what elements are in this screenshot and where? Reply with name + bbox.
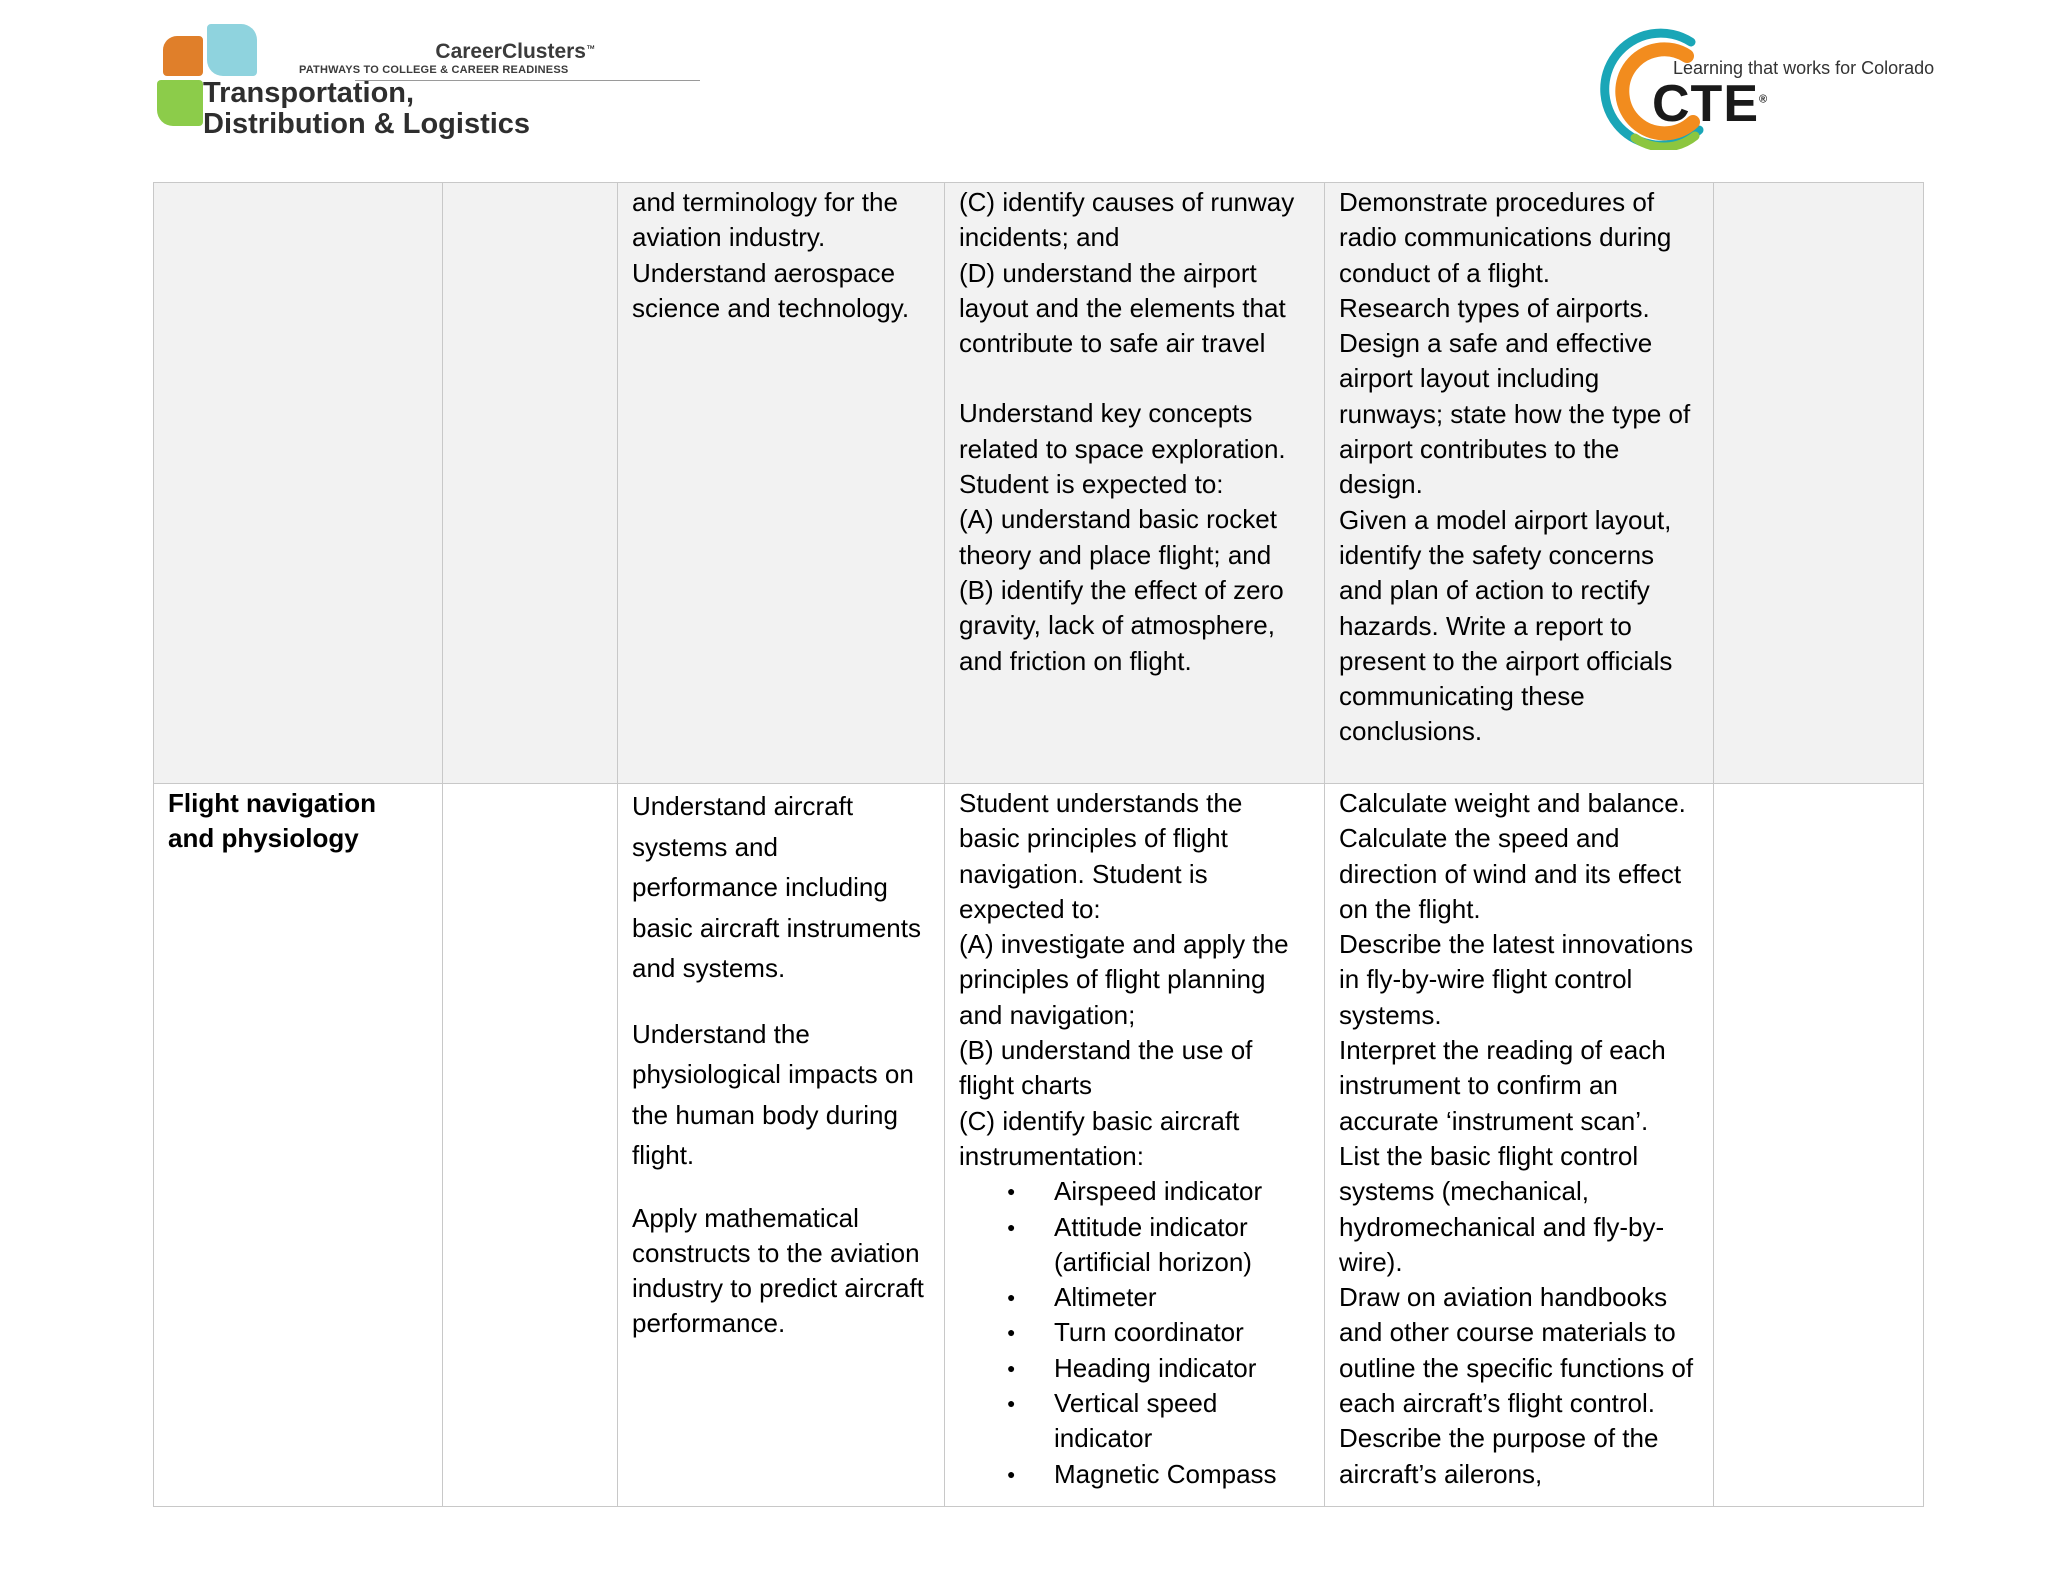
empty-cell [443, 784, 618, 1507]
teal-leaf-shape [207, 24, 257, 76]
standards-cell [945, 784, 1325, 1507]
empty-cell [1714, 784, 1924, 1507]
cluster-name-line1: Transportation, [203, 77, 415, 109]
objective-text: Apply mathematical constructs to the aviation industry to predict aircraft performance. [632, 1202, 924, 1339]
activities-cell [1325, 183, 1714, 784]
list-item: ● Altimeter [1054, 1280, 1310, 1315]
paragraph-gap [959, 361, 1310, 396]
objective-text: Understand the physiological impacts on the human body during flight. [632, 1018, 914, 1170]
activity-text: Calculate the speed and direction of wind and its effect on the flight. [1339, 823, 1682, 924]
cluster-name [203, 78, 530, 140]
career-clusters-logo [155, 22, 595, 147]
activity-text: Demonstrate procedures of radio communications during conduct of a flight. [1339, 187, 1672, 288]
table-row [154, 784, 1924, 1507]
activity-text: Describe the latest innovations in fly-by-wire flight control systems. [1339, 929, 1694, 1030]
cte-tagline: Learning that works for Colorado [1673, 58, 1935, 78]
standard-text: (C) identify basic aircraft instrumentation: [959, 1105, 1240, 1171]
topic-cell [154, 784, 443, 1507]
orange-leaf-shape [163, 36, 203, 76]
activity-text: Calculate weight and balance. [1339, 788, 1686, 818]
list-item: ● Vertical speed indicator [1054, 1386, 1310, 1457]
career-clusters-brand: CareerClusters™ [435, 40, 595, 63]
green-leaf-shape [157, 80, 203, 126]
standard-text: Understand key concepts related to space exploration. Student is expected to: [959, 398, 1286, 500]
list-item: ● Magnetic Compass [1054, 1457, 1310, 1492]
standard-text: (B) understand the use of flight charts [959, 1035, 1253, 1101]
paragraph-gap [632, 1176, 930, 1201]
standard-text: (B) identify the effect of zero gravity, lack of atmosphere, and friction on flight. [959, 574, 1284, 676]
topic-title: Flight navigation and physiology [168, 788, 376, 854]
empty-cell [1714, 183, 1924, 784]
standard-text: (C) identify causes of runway incidents; and [959, 187, 1295, 253]
activity-text: Given a model airport layout, identify the safety concerns and plan of action to rectify hazards. Write a report to present to the airport officials communicating these conclusions. [1339, 504, 1673, 747]
list-item: ● Attitude indicator (artificial horizon) [1054, 1210, 1310, 1281]
topic-cell [154, 183, 443, 784]
objectives-cell [618, 784, 945, 1507]
cte-wordmark: CTE® [1652, 75, 1769, 133]
paragraph-gap [632, 989, 930, 1014]
career-clusters-tagline: PATHWAYS TO COLLEGE & CAREER READINESS [299, 64, 569, 76]
list-item: ● Heading indicator [1054, 1351, 1310, 1386]
curriculum-table [153, 182, 1924, 1507]
standard-text: (A) understand basic rocket theory and place flight; and [959, 504, 1277, 570]
standard-text: (A) investigate and apply the principles of flight planning and navigation; [959, 929, 1289, 1030]
standards-cell [945, 183, 1325, 784]
objective-text: and terminology for the aviation industry. [632, 187, 898, 253]
table-row [154, 183, 1924, 784]
objectives-cell [618, 183, 945, 784]
instrument-list [959, 1174, 1310, 1492]
colorado-cte-logo [1595, 22, 1935, 152]
objective-text: Understand aircraft systems and performance including basic aircraft instruments and systems. [632, 791, 921, 983]
activity-text: Design a safe and effective airport layout including runways; state how the type of airport contributes to the design. [1339, 328, 1691, 500]
objective-text: Understand aerospace science and technology. [632, 257, 910, 323]
standard-text: Student understands the basic principles of flight navigation. Student is expected to: [959, 788, 1243, 924]
cluster-name-line2: Distribution & Logistics [203, 108, 531, 140]
page-header [0, 0, 2048, 170]
activity-text: Draw on aviation handbooks and other course materials to outline the specific functions of each aircraft’s flight control. Describe the purpose of the aircraft’s ailerons, [1339, 1282, 1694, 1489]
activities-cell [1325, 784, 1714, 1507]
list-item: ● Airspeed indicator [1054, 1174, 1310, 1209]
list-item: ● Turn coordinator [1054, 1315, 1310, 1350]
standard-text: (D) understand the airport layout and the elements that contribute to safe air travel [959, 257, 1286, 359]
activity-text: Interpret the reading of each instrument to confirm an accurate ‘instrument scan’. [1339, 1035, 1666, 1136]
activity-text: List the basic flight control systems (mechanical, hydromechanical and fly-by-wire). [1339, 1140, 1665, 1277]
activity-text: Research types of airports. [1339, 292, 1650, 323]
empty-cell [443, 183, 618, 784]
